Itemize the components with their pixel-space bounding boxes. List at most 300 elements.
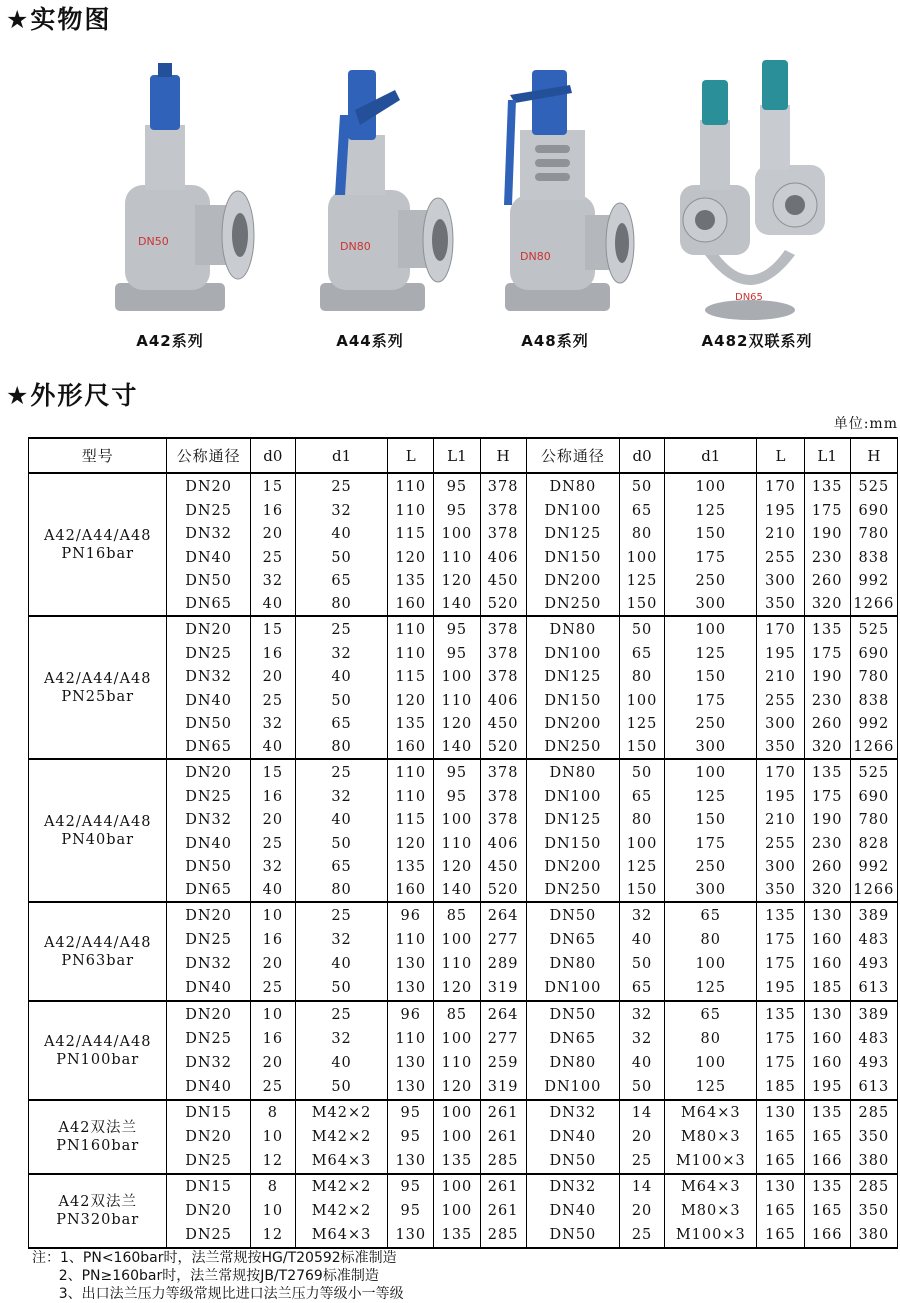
table-cell: 16 (250, 499, 295, 522)
table-cell: 285 (480, 1149, 526, 1174)
svg-text:DN80: DN80 (340, 240, 371, 253)
table-cell: 12 (250, 1223, 295, 1248)
table-cell: 195 (757, 785, 804, 808)
table-cell: 260 (804, 855, 850, 879)
table-cell: 261 (480, 1174, 526, 1199)
table-cell: M100×3 (665, 1149, 757, 1174)
header-nominal-size: 公称通径 (167, 438, 250, 473)
table-cell: 300 (757, 855, 804, 879)
table-cell: 378 (480, 499, 526, 522)
table-cell: 135 (434, 1223, 480, 1248)
table-cell: 160 (388, 736, 434, 759)
table-cell: 20 (250, 522, 295, 546)
table-cell: 14 (619, 1174, 664, 1199)
table-cell: 50 (619, 616, 664, 642)
table-cell: DN20 (167, 902, 250, 928)
table-cell: 319 (480, 976, 526, 1001)
table-cell: 613 (850, 976, 897, 1001)
table-cell: 110 (388, 616, 434, 642)
table-cell: 100 (434, 665, 480, 689)
table-cell: 185 (804, 976, 850, 1001)
table-cell: 170 (757, 616, 804, 642)
table-cell: 8 (250, 1174, 295, 1199)
table-cell: M64×3 (295, 1149, 387, 1174)
table-cell: 100 (619, 546, 664, 569)
table-cell: 380 (850, 1223, 897, 1248)
table-cell: 110 (434, 1051, 480, 1075)
table-cell: 80 (665, 1027, 757, 1051)
table-cell: 175 (804, 785, 850, 808)
table-cell: 130 (757, 1100, 804, 1125)
table-cell: 289 (480, 952, 526, 976)
table-cell: 250 (665, 855, 757, 879)
table-cell: DN125 (526, 522, 619, 546)
table-cell: 135 (804, 616, 850, 642)
table-cell: 135 (804, 759, 850, 785)
table-cell: M42×2 (295, 1125, 387, 1149)
table-cell: 25 (295, 616, 387, 642)
table-cell: 80 (619, 665, 664, 689)
table-cell: 95 (388, 1125, 434, 1149)
header-l1-2: L1 (804, 438, 850, 473)
table-cell: 264 (480, 902, 526, 928)
table-cell: 65 (665, 1001, 757, 1027)
table-cell: 20 (250, 808, 295, 832)
table-row (29, 473, 898, 499)
model-cell: A42/A44/A48 PN40bar (29, 759, 167, 902)
table-cell: M100×3 (665, 1223, 757, 1248)
table-cell: 350 (757, 736, 804, 759)
table-cell: 210 (757, 665, 804, 689)
table-cell: 520 (480, 736, 526, 759)
table-cell: 130 (388, 1149, 434, 1174)
table-cell: 130 (804, 1001, 850, 1027)
table-cell: 406 (480, 546, 526, 569)
table-cell: DN20 (167, 1125, 250, 1149)
table-cell: 110 (434, 546, 480, 569)
table-cell: 8 (250, 1100, 295, 1125)
table-cell: 65 (619, 976, 664, 1001)
table-cell: 210 (757, 522, 804, 546)
table-cell: DN25 (167, 1027, 250, 1051)
table-cell: 32 (619, 1027, 664, 1051)
table-cell: DN50 (167, 569, 250, 593)
table-cell: 32 (295, 1027, 387, 1051)
table-cell: 50 (295, 976, 387, 1001)
table-cell: 100 (434, 928, 480, 952)
table-cell: 25 (295, 1001, 387, 1027)
table-cell: 50 (619, 473, 664, 499)
table-cell: DN20 (167, 473, 250, 499)
table-cell: 130 (757, 1174, 804, 1199)
table-cell: 406 (480, 832, 526, 855)
table-cell: 135 (804, 473, 850, 499)
table-cell: 110 (388, 759, 434, 785)
table-cell: 150 (665, 808, 757, 832)
table-cell: 255 (757, 689, 804, 712)
table-cell: 65 (665, 902, 757, 928)
table-cell: 175 (757, 952, 804, 976)
table-cell: 40 (295, 522, 387, 546)
table-cell: 255 (757, 546, 804, 569)
header-d0-2: d0 (619, 438, 664, 473)
table-cell: 110 (388, 499, 434, 522)
table-cell: 65 (619, 499, 664, 522)
table-cell: 96 (388, 1001, 434, 1027)
table-cell: 65 (619, 785, 664, 808)
table-cell: 115 (388, 522, 434, 546)
table-cell: 195 (757, 642, 804, 665)
table-cell: 135 (757, 902, 804, 928)
table-cell: 32 (295, 928, 387, 952)
table-cell: 780 (850, 522, 897, 546)
table-body (29, 473, 898, 1248)
table-cell: 40 (250, 879, 295, 902)
table-cell: 260 (804, 569, 850, 593)
table-cell: 378 (480, 785, 526, 808)
model-cell: A42双法兰 PN160bar (29, 1100, 167, 1174)
model-cell: A42/A44/A48 PN25bar (29, 616, 167, 759)
table-cell: 190 (804, 808, 850, 832)
table-cell: DN100 (526, 499, 619, 522)
table-cell: DN250 (526, 879, 619, 902)
table-cell: 350 (850, 1125, 897, 1149)
table-cell: DN200 (526, 712, 619, 736)
table-cell: 378 (480, 808, 526, 832)
header-l: L (388, 438, 434, 473)
table-cell: DN40 (167, 689, 250, 712)
table-cell: 450 (480, 569, 526, 593)
table-cell: 10 (250, 1199, 295, 1223)
table-cell: DN80 (526, 952, 619, 976)
table-cell: 50 (295, 832, 387, 855)
table-cell: 350 (757, 879, 804, 902)
table-cell: 50 (295, 1075, 387, 1100)
table-cell: 378 (480, 616, 526, 642)
table-cell: 493 (850, 952, 897, 976)
table-cell: 175 (665, 546, 757, 569)
table-cell: 25 (619, 1149, 664, 1174)
table-cell: DN25 (167, 928, 250, 952)
table-cell: 20 (250, 1051, 295, 1075)
table-cell: DN32 (167, 522, 250, 546)
table-cell: 130 (804, 902, 850, 928)
table-cell: 95 (388, 1100, 434, 1125)
table-cell: DN25 (167, 1149, 250, 1174)
table-cell: 125 (665, 499, 757, 522)
table-cell: 110 (434, 689, 480, 712)
table-cell: 16 (250, 785, 295, 808)
table-cell: 120 (434, 1075, 480, 1100)
table-cell: 165 (757, 1125, 804, 1149)
table-cell: 40 (295, 665, 387, 689)
table-cell: 85 (434, 1001, 480, 1027)
model-cell: A42双法兰 PN320bar (29, 1174, 167, 1248)
table-cell: 520 (480, 879, 526, 902)
table-cell: 125 (665, 785, 757, 808)
table-cell: 100 (619, 832, 664, 855)
table-cell: 135 (757, 1001, 804, 1027)
svg-text:DN50: DN50 (138, 235, 169, 248)
table-cell: 378 (480, 759, 526, 785)
table-cell: DN20 (167, 759, 250, 785)
table-cell: 259 (480, 1051, 526, 1075)
table-cell: DN80 (526, 759, 619, 785)
table-cell: 525 (850, 616, 897, 642)
table-cell: 1266 (850, 593, 897, 616)
table-cell: 15 (250, 616, 295, 642)
table-cell: DN32 (167, 1051, 250, 1075)
table-cell: DN32 (167, 808, 250, 832)
table-cell: 25 (295, 902, 387, 928)
table-cell: DN40 (167, 546, 250, 569)
table-cell: 195 (757, 976, 804, 1001)
table-cell: DN100 (526, 1075, 619, 1100)
table-cell: DN32 (526, 1174, 619, 1199)
table-cell: 100 (434, 1100, 480, 1125)
table-cell: 20 (619, 1199, 664, 1223)
table-cell: 125 (665, 976, 757, 1001)
table-cell: 378 (480, 473, 526, 499)
table-cell: DN80 (526, 473, 619, 499)
table-cell: DN65 (526, 1027, 619, 1051)
table-cell: 130 (388, 952, 434, 976)
table-cell: DN50 (167, 855, 250, 879)
table-cell: 120 (388, 832, 434, 855)
table-cell: 130 (388, 976, 434, 1001)
svg-text:DN80: DN80 (520, 250, 551, 263)
table-cell: 80 (295, 736, 387, 759)
table-cell: 150 (665, 665, 757, 689)
table-cell: 25 (619, 1223, 664, 1248)
table-cell: 120 (434, 976, 480, 1001)
table-cell: DN20 (167, 616, 250, 642)
table-cell: 1266 (850, 879, 897, 902)
table-cell: 160 (804, 952, 850, 976)
table-cell: 261 (480, 1100, 526, 1125)
table-cell: 406 (480, 689, 526, 712)
table-cell: 190 (804, 665, 850, 689)
table-cell: DN25 (167, 785, 250, 808)
table-cell: 300 (757, 712, 804, 736)
table-cell: 65 (295, 712, 387, 736)
table-cell: 95 (434, 759, 480, 785)
table-cell: 125 (665, 642, 757, 665)
table-cell: 170 (757, 473, 804, 499)
table-cell: DN250 (526, 736, 619, 759)
table-cell: 389 (850, 1001, 897, 1027)
table-cell: 25 (250, 976, 295, 1001)
table-cell: 135 (804, 1100, 850, 1125)
table-cell: DN32 (526, 1100, 619, 1125)
table-cell: 10 (250, 1125, 295, 1149)
table-cell: 15 (250, 473, 295, 499)
table-cell: 16 (250, 928, 295, 952)
table-cell: 690 (850, 499, 897, 522)
table-cell: 165 (804, 1199, 850, 1223)
table-cell: 140 (434, 593, 480, 616)
table-cell: 100 (434, 1125, 480, 1149)
table-cell: 125 (619, 712, 664, 736)
table-cell: 690 (850, 642, 897, 665)
table-cell: 175 (665, 689, 757, 712)
table-cell: 32 (295, 642, 387, 665)
table-cell: M42×2 (295, 1174, 387, 1199)
table-cell: DN100 (526, 976, 619, 1001)
table-cell: 25 (250, 832, 295, 855)
table-row (29, 616, 898, 642)
table-cell: 166 (804, 1223, 850, 1248)
table-cell: 150 (619, 879, 664, 902)
table-row (29, 1001, 898, 1027)
table-cell: M42×2 (295, 1100, 387, 1125)
table-cell: 300 (665, 879, 757, 902)
table-header-row (29, 438, 898, 473)
table-cell: M64×3 (295, 1223, 387, 1248)
table-cell: 110 (434, 952, 480, 976)
table-cell: M80×3 (665, 1125, 757, 1149)
table-cell: 165 (804, 1125, 850, 1149)
table-cell: 380 (850, 1149, 897, 1174)
table-cell: 175 (804, 499, 850, 522)
table-cell: 100 (665, 759, 757, 785)
table-cell: 100 (665, 952, 757, 976)
table-cell: 130 (388, 1075, 434, 1100)
notes (32, 1249, 404, 1303)
table-cell: 165 (757, 1149, 804, 1174)
table-cell: 525 (850, 759, 897, 785)
valve-photo-a44 (300, 55, 470, 325)
table-cell: 110 (388, 785, 434, 808)
table-cell: 32 (619, 902, 664, 928)
table-cell: 130 (388, 1223, 434, 1248)
table-cell: 80 (665, 928, 757, 952)
table-cell: 378 (480, 665, 526, 689)
table-cell: 135 (434, 1149, 480, 1174)
table-cell: 255 (757, 832, 804, 855)
table-cell: 780 (850, 665, 897, 689)
table-cell: 110 (388, 642, 434, 665)
table-cell: 135 (388, 712, 434, 736)
table-cell: 25 (295, 473, 387, 499)
table-cell: 125 (665, 1075, 757, 1100)
table-cell: 450 (480, 712, 526, 736)
table-cell: 20 (250, 952, 295, 976)
table-cell: M42×2 (295, 1199, 387, 1223)
table-cell: 32 (619, 1001, 664, 1027)
table-cell: 175 (757, 1027, 804, 1051)
valve-photo-a48 (490, 55, 660, 325)
table-cell: M64×3 (665, 1174, 757, 1199)
table-cell: 828 (850, 832, 897, 855)
table-cell: 277 (480, 928, 526, 952)
table-cell: 135 (388, 569, 434, 593)
table-cell: DN125 (526, 808, 619, 832)
table-cell: 120 (388, 689, 434, 712)
table-cell: 160 (804, 1027, 850, 1051)
table-cell: 50 (295, 546, 387, 569)
table-cell: 300 (665, 736, 757, 759)
table-cell: 160 (804, 1051, 850, 1075)
table-cell: DN65 (167, 593, 250, 616)
table-cell: DN40 (167, 1075, 250, 1100)
table-cell: 25 (250, 689, 295, 712)
table-cell: 175 (757, 1051, 804, 1075)
table-cell: 992 (850, 712, 897, 736)
table-cell: 40 (250, 736, 295, 759)
table-cell: 261 (480, 1199, 526, 1223)
table-cell: DN100 (526, 642, 619, 665)
table-cell: 690 (850, 785, 897, 808)
table-cell: 25 (250, 1075, 295, 1100)
note-2: 2、PN≥160bar时，法兰常规按JB/T2769标准制造 (32, 1268, 379, 1284)
table-cell: 95 (434, 642, 480, 665)
table-cell: M80×3 (665, 1199, 757, 1223)
table-cell: 120 (434, 569, 480, 593)
table-cell: 40 (619, 928, 664, 952)
table-cell: DN20 (167, 1199, 250, 1223)
table-cell: 140 (434, 879, 480, 902)
table-cell: DN25 (167, 499, 250, 522)
table-cell: 20 (250, 665, 295, 689)
table-cell: 150 (619, 593, 664, 616)
table-cell: 1266 (850, 736, 897, 759)
dimension-table (28, 437, 898, 1249)
table-cell: 50 (619, 952, 664, 976)
table-cell: 80 (619, 522, 664, 546)
table-cell: 260 (804, 712, 850, 736)
table-cell: 120 (388, 546, 434, 569)
table-row (29, 902, 898, 928)
table-cell: 285 (850, 1100, 897, 1125)
table-cell: 95 (434, 616, 480, 642)
table-cell: DN40 (167, 832, 250, 855)
table-row (29, 759, 898, 785)
table-cell: 15 (250, 759, 295, 785)
table-cell: 10 (250, 902, 295, 928)
table-cell: 261 (480, 1125, 526, 1149)
table-cell: 195 (757, 499, 804, 522)
table-cell: 230 (804, 832, 850, 855)
table-cell: 40 (295, 952, 387, 976)
table-cell: 520 (480, 593, 526, 616)
table-cell: DN32 (167, 665, 250, 689)
table-cell: 613 (850, 1075, 897, 1100)
table-cell: DN100 (526, 785, 619, 808)
header-model: 型号 (29, 438, 167, 473)
header-h-2: H (850, 438, 897, 473)
table-cell: 32 (250, 712, 295, 736)
table-cell: DN150 (526, 546, 619, 569)
table-cell: 493 (850, 1051, 897, 1075)
table-cell: 12 (250, 1149, 295, 1174)
table-cell: 95 (434, 499, 480, 522)
table-cell: 95 (434, 785, 480, 808)
table-cell: DN50 (167, 712, 250, 736)
header-h: H (480, 438, 526, 473)
table-cell: 40 (619, 1051, 664, 1075)
table-cell: 110 (388, 928, 434, 952)
table-cell: 165 (757, 1223, 804, 1248)
table-cell: DN15 (167, 1174, 250, 1199)
table-cell: DN125 (526, 665, 619, 689)
table-cell: 300 (665, 593, 757, 616)
header-d0: d0 (250, 438, 295, 473)
table-cell: 150 (665, 522, 757, 546)
caption-a482: A482双联系列 (701, 332, 813, 350)
table-cell: DN65 (526, 928, 619, 952)
table-cell: 110 (434, 832, 480, 855)
